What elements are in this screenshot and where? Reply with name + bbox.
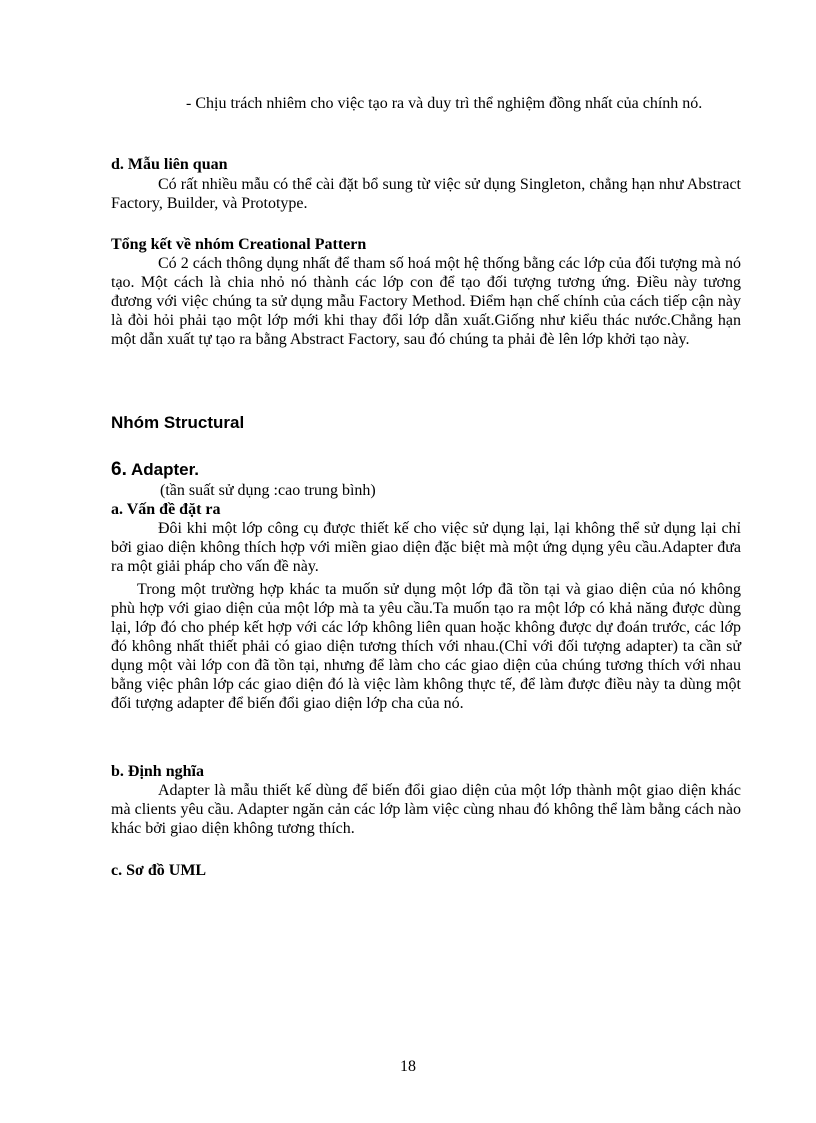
- section-b-body: Adapter là mẫu thiết kế dùng để biến đổi giao diện của một lớp thành một giao diện khác mà clients yêu cầu. Adapter ngăn cản các lớp làm việc cùng nhau đó không thể làm bằng cách nào khác bởi giao diện không tương thích.: [111, 782, 741, 837]
- structural-group-heading: Nhóm Structural: [111, 413, 245, 432]
- adapter-number: 6.: [111, 459, 127, 480]
- section-c-heading: c. Sơ đồ UML: [111, 862, 207, 879]
- bullet-responsibility: - Chịu trách nhiêm cho việc tạo ra và duy trì thể nghiệm đồng nhất của chính nó.: [186, 95, 703, 112]
- creational-summary-body: Có 2 cách thông dụng nhất để tham số hoá một hệ thống bằng các lớp của đối tượng mà nó tạo. Một cách là chia nhỏ nó thành các lớp con để tạo đối tượng tương ứng. Điều này tương đương với việc chúng ta sử dụng mẫu Factory Method. Điểm hạn chế chính của cách tiếp cận này là đòi hỏi phải tạo một lớp mới khi thay đổi lớp dẫn xuất.Giống như kiểu thác nước.Chẳng hạn một dẫn xuất tự tạo ra bằng Abstract Factory, sau đó chúng ta phải đè lên lớp khởi tạo này.: [111, 255, 741, 348]
- section-a-paragraph-1: Đôi khi một lớp công cụ được thiết kế cho việc sử dụng lại, lại không thể sử dụng lại chỉ bởi giao diện không thích hợp với miền giao diện đặc biệt mà một ứng dụng yêu cầu.Adapter đưa ra một giải pháp cho vấn đề này.: [111, 520, 741, 575]
- section-a-paragraph-2: Trong một trường hợp khác ta muốn sử dụng một lớp đã tồn tại và giao diện của nó không phù hợp với giao diện của một lớp mà ta yêu cầu.Ta muốn tạo ra một lớp có khả năng được dùng lại, lớp đó cho phép kết hợp với các lớp không liên quan hoặc không được dự đoán trước, các lớp đó không nhất thiết phải có giao diện tương thích với nhau.(Chỉ với đối tượng adapter) ta cần sử dụng một vài lớp con đã tồn tại, nhưng để làm cho các giao diện của chúng tương thích với nhau bằng việc phân lớp các giao diện đó là việc làm không thực tế, để làm được điều này ta dùng một đối tượng adapter để biến đổi giao diện lớp cha của nó.: [111, 581, 741, 712]
- creational-summary-heading: Tổng kết về nhóm Creational Pattern: [111, 236, 367, 253]
- section-d-heading: d. Mẫu liên quan: [111, 156, 228, 173]
- usage-frequency: (tần suất sử dụng :cao trung bình): [160, 482, 376, 499]
- page-number: 18: [400, 1058, 416, 1075]
- adapter-title: Adapter.: [130, 460, 199, 479]
- section-d-body: Có rất nhiều mẫu có thể cài đặt bổ sung từ việc sử dụng Singleton, chẳng hạn như Abstract Factory, Builder, và Prototype.: [111, 176, 741, 212]
- section-b-heading: b. Định nghĩa: [111, 763, 204, 780]
- section-a-heading: a. Vấn đề đặt ra: [111, 501, 221, 518]
- adapter-heading: [111, 460, 741, 479]
